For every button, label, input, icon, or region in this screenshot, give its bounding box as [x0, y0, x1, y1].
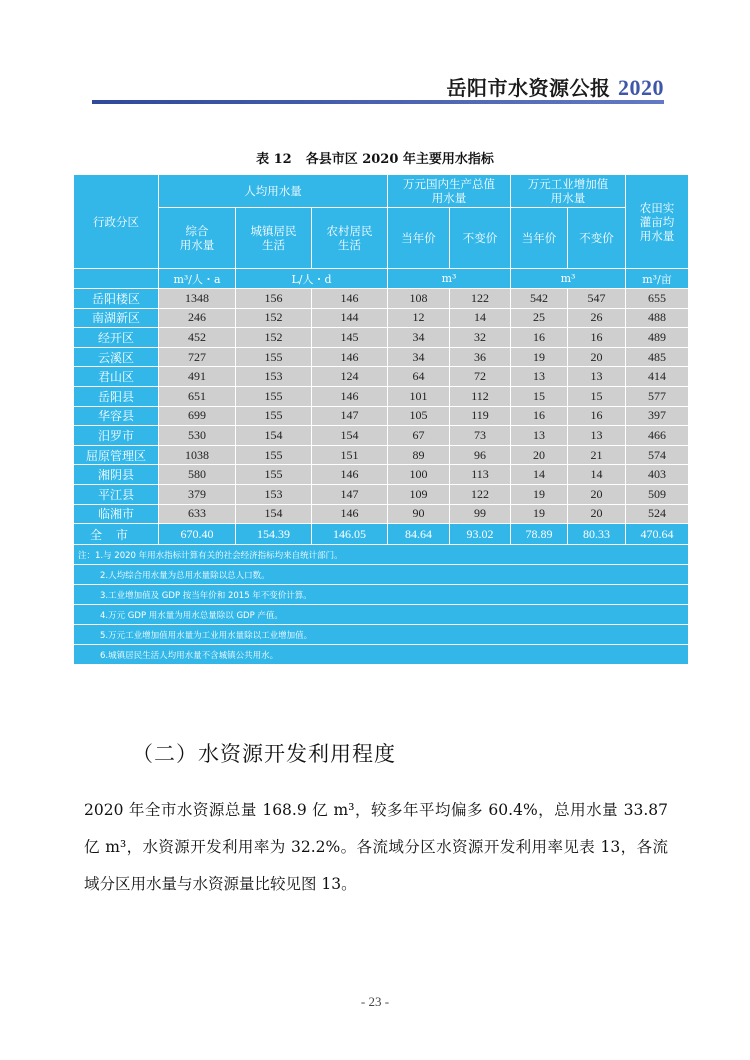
cell-urban: 152 — [236, 328, 312, 348]
unit-irrigation: m³/亩 — [626, 269, 689, 289]
table-row — [74, 484, 689, 504]
cell-gdp-cur: 101 — [388, 386, 450, 406]
cell-rural: 146 — [312, 386, 388, 406]
cell-rural: 147 — [312, 406, 388, 426]
cell-ind-const: 21 — [568, 445, 626, 465]
cell-rural: 154 — [312, 426, 388, 446]
unit-residential: L/人・d — [236, 269, 388, 289]
table-note-row — [74, 625, 689, 645]
total-comp: 670.40 — [159, 524, 236, 545]
cell-irrig: 524 — [626, 504, 689, 524]
unit-region-empty — [74, 269, 159, 289]
sub-urban-line1: 城镇居民 — [250, 224, 297, 238]
cell-gdp-const: 72 — [450, 367, 511, 387]
sub-header-comprehensive — [159, 208, 236, 269]
cell-rural: 124 — [312, 367, 388, 387]
cell-rural: 144 — [312, 308, 388, 328]
section-heading: （二）水资源开发利用程度 — [132, 742, 396, 766]
cell-gdp-cur: 34 — [388, 328, 450, 348]
cell-ind-const: 16 — [568, 328, 626, 348]
sub-header-gdp-current: 当年价 — [388, 208, 450, 269]
cell-irrig: 489 — [626, 328, 689, 348]
table-note: 注：1.与 2020 年用水指标计算有关的社会经济指标均来自统计部门。 — [74, 545, 689, 565]
cell-gdp-const: 112 — [450, 386, 511, 406]
group-header-gdp — [388, 175, 511, 208]
cell-gdp-cur: 90 — [388, 504, 450, 524]
table-note: 3.工业增加值及 GDP 按当年价和 2015 年不变价计算。 — [74, 585, 689, 605]
sub-header-urban — [236, 208, 312, 269]
col-header-irrigation — [626, 175, 689, 269]
table-row — [74, 367, 689, 387]
cell-ind-cur: 13 — [511, 367, 568, 387]
row-region-name: 岳阳楼区 — [74, 289, 159, 309]
cell-irrig: 485 — [626, 347, 689, 367]
cell-urban: 155 — [236, 445, 312, 465]
group-header-per-capita: 人均用水量 — [159, 175, 388, 208]
cell-gdp-const: 119 — [450, 406, 511, 426]
unit-comprehensive: m³/人・a — [159, 269, 236, 289]
row-region-name: 汨罗市 — [74, 426, 159, 446]
total-gdp-cur: 84.64 — [388, 524, 450, 545]
cell-rural: 151 — [312, 445, 388, 465]
cell-ind-cur: 19 — [511, 504, 568, 524]
cell-urban: 155 — [236, 347, 312, 367]
cell-gdp-cur: 12 — [388, 308, 450, 328]
cell-ind-cur: 19 — [511, 484, 568, 504]
unit-industry: m³ — [511, 269, 626, 289]
cell-urban: 152 — [236, 308, 312, 328]
cell-irrig: 466 — [626, 426, 689, 446]
col-irrig-line2: 灌亩均 — [639, 214, 675, 229]
total-gdp-const: 93.02 — [450, 524, 511, 545]
table-note: 2.人均综合用水量为总用水量除以总人口数。 — [74, 565, 689, 585]
cell-ind-cur: 20 — [511, 445, 568, 465]
row-region-name: 华容县 — [74, 406, 159, 426]
cell-gdp-cur: 108 — [388, 289, 450, 309]
cell-comp: 452 — [159, 328, 236, 348]
total-ind-cur: 78.89 — [511, 524, 568, 545]
cell-gdp-const: 73 — [450, 426, 511, 446]
group-header-ind-line1: 万元工业增加值 — [527, 177, 609, 191]
cell-gdp-const: 32 — [450, 328, 511, 348]
row-region-name: 经开区 — [74, 328, 159, 348]
table-caption — [0, 148, 750, 167]
total-rural: 146.05 — [312, 524, 388, 545]
row-region-name: 临湘市 — [74, 504, 159, 524]
cell-comp: 633 — [159, 504, 236, 524]
cell-gdp-cur: 105 — [388, 406, 450, 426]
col-irrig-line3: 用水量 — [639, 228, 675, 243]
cell-ind-const: 13 — [568, 426, 626, 446]
cell-irrig: 414 — [626, 367, 689, 387]
cell-irrig: 655 — [626, 289, 689, 309]
table-note-row — [74, 565, 689, 585]
cell-urban: 156 — [236, 289, 312, 309]
cell-rural: 147 — [312, 484, 388, 504]
cell-irrig: 403 — [626, 465, 689, 485]
table-note-row — [74, 605, 689, 625]
col-header-region: 行政分区 — [74, 175, 159, 269]
sub-urban-line2: 生活 — [262, 238, 285, 252]
cell-irrig: 488 — [626, 308, 689, 328]
cell-comp: 1038 — [159, 445, 236, 465]
water-use-indicators-table — [73, 174, 689, 665]
col-irrig-line1: 农田实 — [639, 200, 675, 215]
table-row — [74, 289, 689, 309]
cell-ind-const: 26 — [568, 308, 626, 328]
page-number: - 23 - — [360, 994, 390, 1009]
sub-comp-line2: 用水量 — [179, 238, 215, 252]
table-note-row — [74, 645, 689, 665]
table-note: 4.万元 GDP 用水量为用水总量除以 GDP 产值。 — [74, 605, 689, 625]
report-header-title — [447, 72, 664, 101]
group-header-ind-line2: 用水量 — [550, 191, 586, 205]
cell-gdp-cur: 100 — [388, 465, 450, 485]
cell-rural: 146 — [312, 504, 388, 524]
cell-irrig: 577 — [626, 386, 689, 406]
table-note: 5.万元工业增加值用水量为工业用水量除以工业增加值。 — [74, 625, 689, 645]
total-row-name: 全市 — [74, 524, 159, 545]
table-row — [74, 445, 689, 465]
cell-ind-cur: 13 — [511, 426, 568, 446]
sub-header-gdp-constant: 不变价 — [450, 208, 511, 269]
table-row — [74, 504, 689, 524]
cell-ind-const: 20 — [568, 504, 626, 524]
group-header-gdp-line2: 用水量 — [431, 191, 467, 205]
cell-ind-const: 547 — [568, 289, 626, 309]
table-row — [74, 347, 689, 367]
cell-ind-cur: 15 — [511, 386, 568, 406]
cell-gdp-const: 96 — [450, 445, 511, 465]
cell-ind-const: 16 — [568, 406, 626, 426]
cell-ind-cur: 25 — [511, 308, 568, 328]
cell-urban: 153 — [236, 484, 312, 504]
cell-gdp-cur: 89 — [388, 445, 450, 465]
cell-urban: 154 — [236, 504, 312, 524]
cell-ind-cur: 16 — [511, 328, 568, 348]
total-ind-const: 80.33 — [568, 524, 626, 545]
cell-comp: 530 — [159, 426, 236, 446]
cell-comp: 580 — [159, 465, 236, 485]
cell-ind-cur: 542 — [511, 289, 568, 309]
cell-urban: 155 — [236, 465, 312, 485]
cell-comp: 1348 — [159, 289, 236, 309]
cell-urban: 154 — [236, 426, 312, 446]
cell-rural: 145 — [312, 328, 388, 348]
cell-ind-const: 15 — [568, 386, 626, 406]
cell-ind-const: 20 — [568, 347, 626, 367]
table-row — [74, 386, 689, 406]
table-row — [74, 328, 689, 348]
cell-gdp-const: 122 — [450, 484, 511, 504]
cell-irrig: 397 — [626, 406, 689, 426]
header-rule — [92, 100, 664, 104]
cell-gdp-const: 122 — [450, 289, 511, 309]
row-region-name: 屈原管理区 — [74, 445, 159, 465]
table-caption-number: 表 12 — [256, 152, 292, 167]
cell-rural: 146 — [312, 465, 388, 485]
table-row — [74, 426, 689, 446]
sub-header-rural — [312, 208, 388, 269]
cell-gdp-const: 99 — [450, 504, 511, 524]
cell-rural: 146 — [312, 347, 388, 367]
cell-gdp-cur: 109 — [388, 484, 450, 504]
table-body — [74, 289, 689, 665]
table-row — [74, 406, 689, 426]
cell-comp: 379 — [159, 484, 236, 504]
cell-urban: 155 — [236, 386, 312, 406]
cell-urban: 153 — [236, 367, 312, 387]
cell-comp: 246 — [159, 308, 236, 328]
table-caption-name: 各县市区 2020 年主要用水指标 — [305, 152, 494, 167]
cell-irrig: 509 — [626, 484, 689, 504]
cell-comp: 699 — [159, 406, 236, 426]
group-header-gdp-line1: 万元国内生产总值 — [403, 177, 495, 191]
sub-comp-line1: 综合 — [185, 224, 209, 238]
table-row — [74, 308, 689, 328]
cell-comp: 727 — [159, 347, 236, 367]
sub-rural-line2: 生活 — [338, 238, 361, 252]
body-text: 2020 年全市水资源总量 168.9 亿 m³，较多年平均偏多 60.4%，总用水量 33.87 亿 m³，水资源开发利用率为 32.2%。各流域分区水资源开发利用率见表 13，各流域分区用水量与水资源量比较见图 13。 — [84, 801, 668, 893]
unit-gdp: m³ — [388, 269, 511, 289]
cell-ind-cur: 14 — [511, 465, 568, 485]
cell-gdp-const: 36 — [450, 347, 511, 367]
row-region-name: 南湖新区 — [74, 308, 159, 328]
sub-header-ind-constant: 不变价 — [568, 208, 626, 269]
cell-ind-const: 20 — [568, 484, 626, 504]
report-year: 2020 — [618, 75, 664, 100]
group-header-industry — [511, 175, 626, 208]
cell-comp: 491 — [159, 367, 236, 387]
cell-rural: 146 — [312, 289, 388, 309]
cell-ind-const: 13 — [568, 367, 626, 387]
total-urban: 154.39 — [236, 524, 312, 545]
report-title-text: 岳阳市水资源公报 — [446, 76, 611, 100]
row-region-name: 君山区 — [74, 367, 159, 387]
row-region-name: 岳阳县 — [74, 386, 159, 406]
cell-gdp-cur: 64 — [388, 367, 450, 387]
table-note-row — [74, 585, 689, 605]
cell-comp: 651 — [159, 386, 236, 406]
sub-rural-line1: 农村居民 — [326, 224, 373, 238]
cell-gdp-cur: 34 — [388, 347, 450, 367]
row-region-name: 平江县 — [74, 484, 159, 504]
cell-irrig: 574 — [626, 445, 689, 465]
cell-gdp-const: 113 — [450, 465, 511, 485]
cell-urban: 155 — [236, 406, 312, 426]
cell-gdp-cur: 67 — [388, 426, 450, 446]
table-note: 6.城镇居民生活人均用水量不含城镇公共用水。 — [74, 645, 689, 665]
table-total-row — [74, 524, 689, 545]
table-row — [74, 465, 689, 485]
sub-header-ind-current: 当年价 — [511, 208, 568, 269]
table-note-row — [74, 545, 689, 565]
cell-gdp-const: 14 — [450, 308, 511, 328]
row-region-name: 云溪区 — [74, 347, 159, 367]
body-paragraph — [84, 792, 668, 903]
cell-ind-cur: 16 — [511, 406, 568, 426]
cell-ind-const: 14 — [568, 465, 626, 485]
total-irrig: 470.64 — [626, 524, 689, 545]
row-region-name: 湘阴县 — [74, 465, 159, 485]
cell-ind-cur: 19 — [511, 347, 568, 367]
